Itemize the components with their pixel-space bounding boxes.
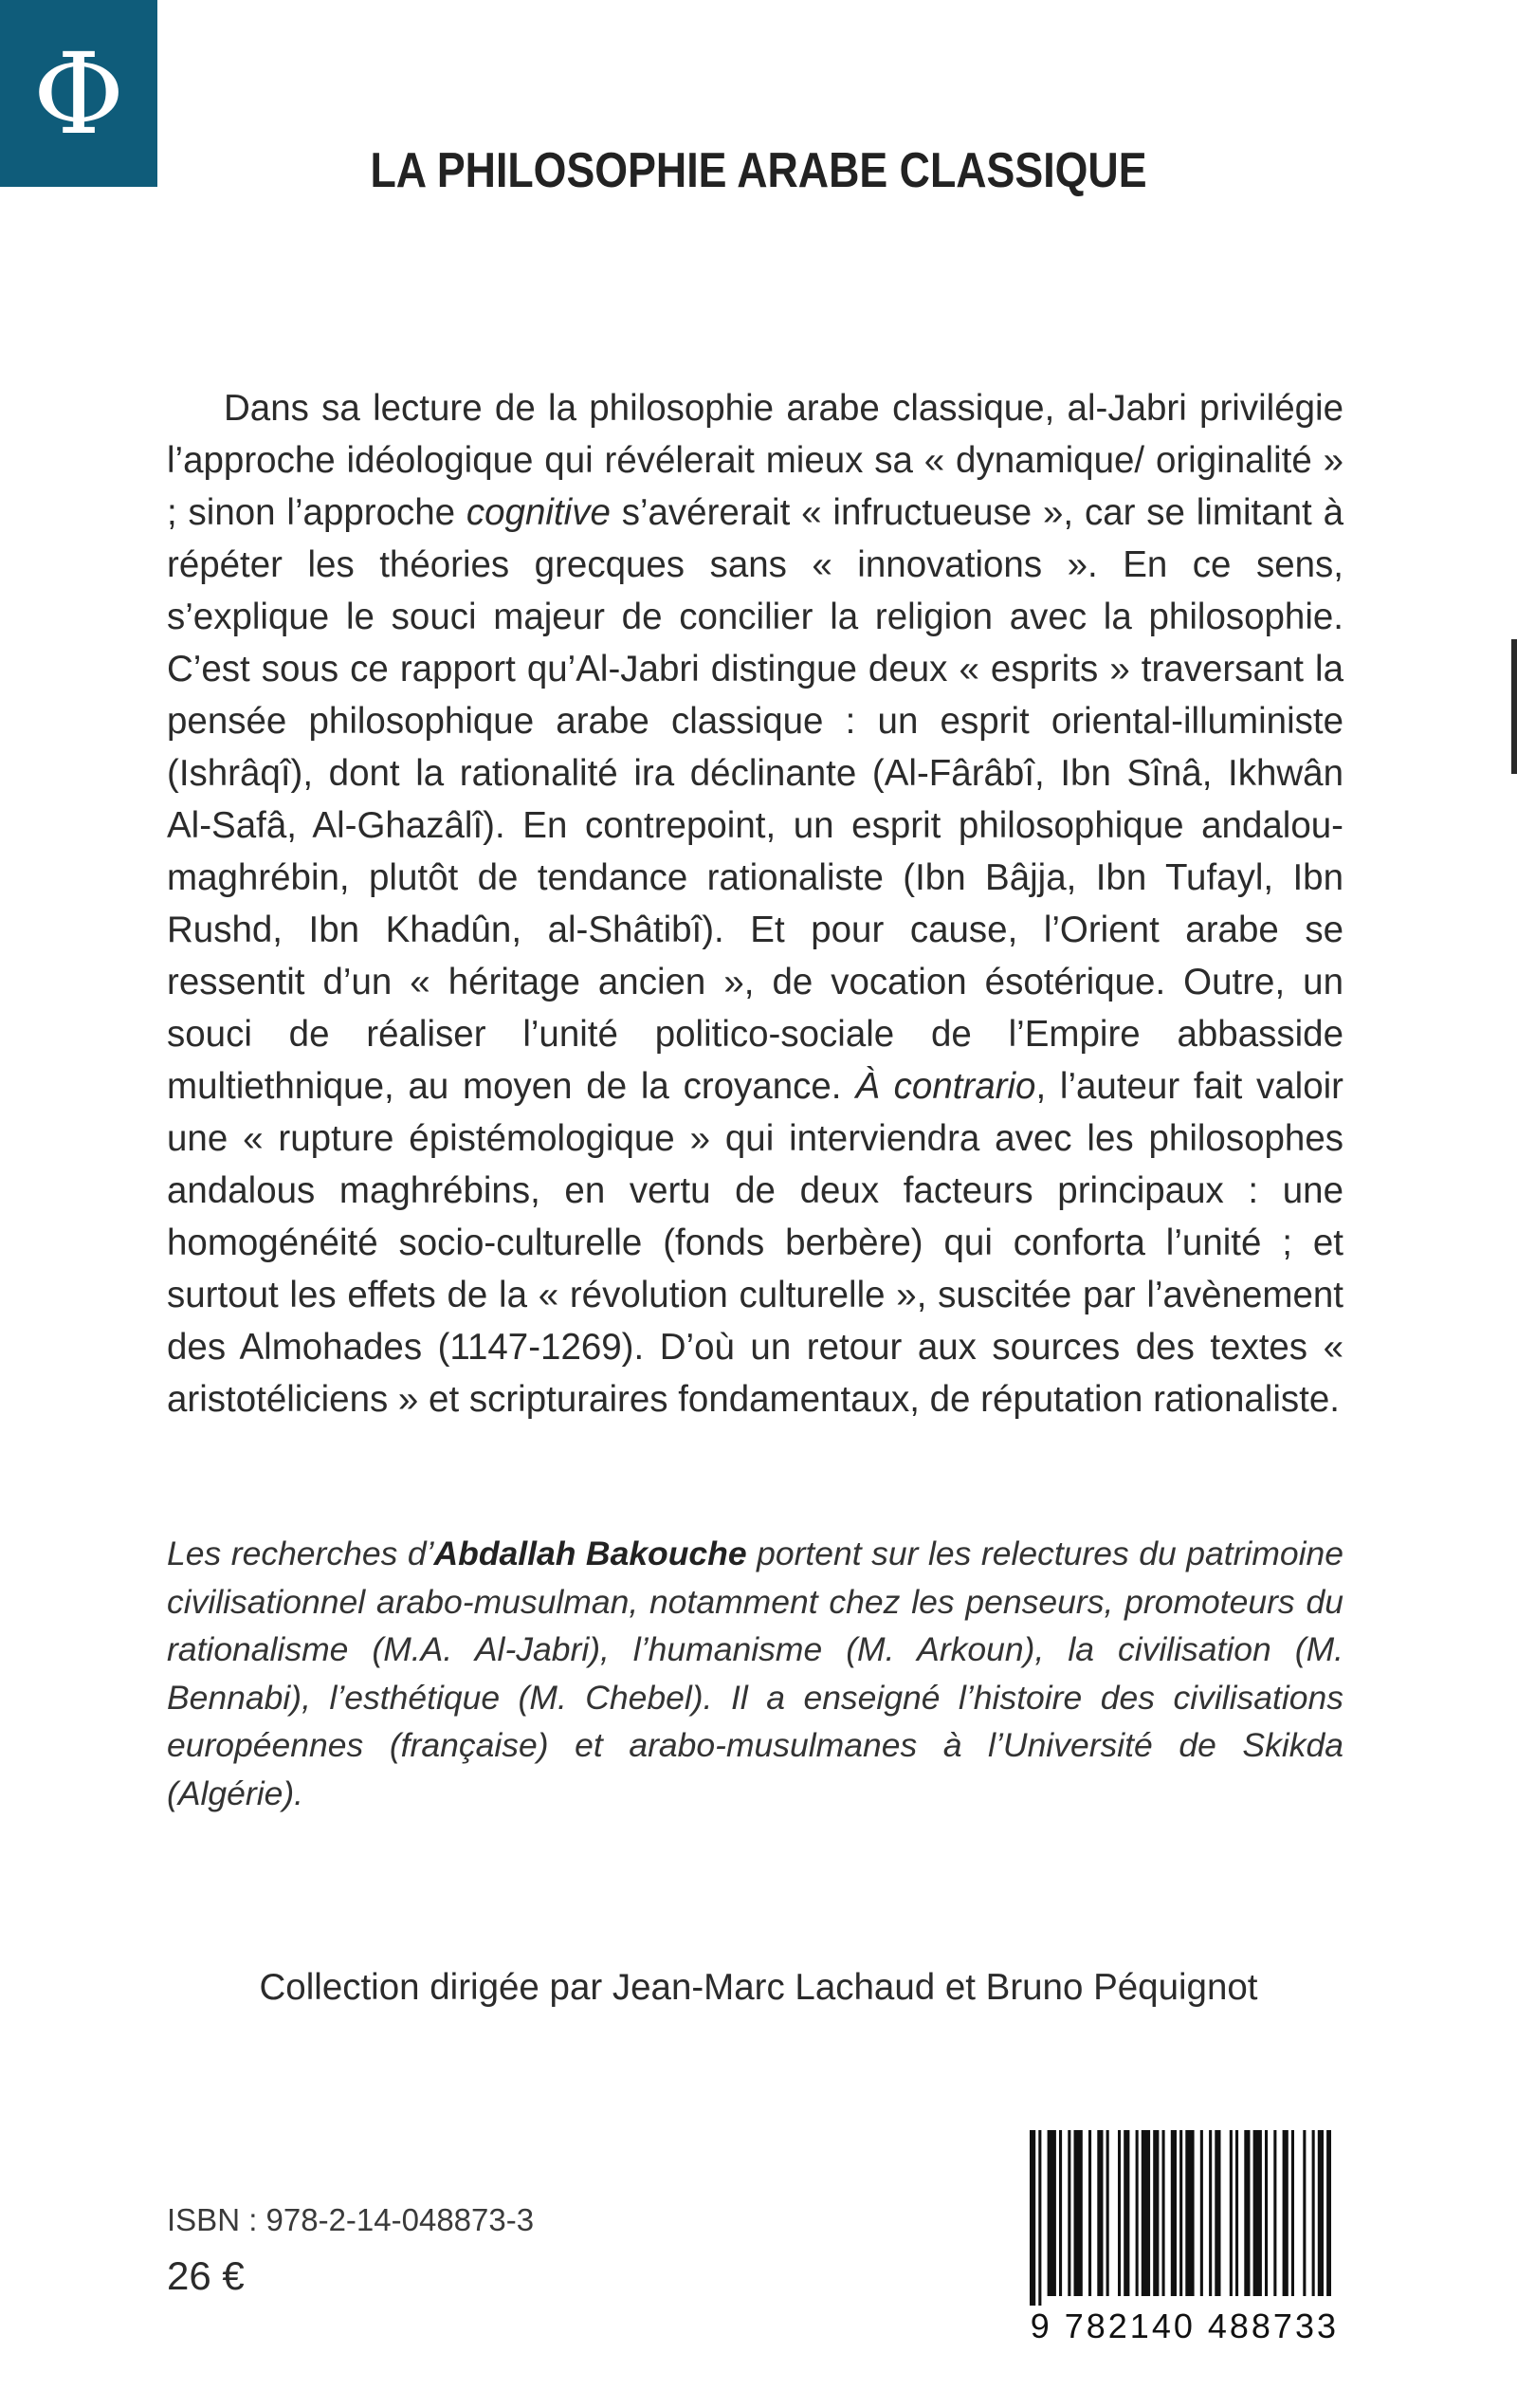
barcode-bar <box>1059 2130 1062 2296</box>
barcode-bar <box>1283 2130 1289 2296</box>
author-bio <box>167 1530 1343 1817</box>
book-title: LA PHILOSOPHIE ARABE CLASSIQUE <box>370 143 1147 198</box>
bio-after: portent sur les relectures du patrimoine civilisationnel arabo-musulman, notamment chez les penseurs, promoteurs du rationalisme (M.A. Al-Jabri), l’humanisme (M. Arkoun), la civilisation (M. Bennabi), l’esthétique (M. Chebel). Il a enseigné l’histoire des civilisations européennes (française) et arabo-musulmanes à l’Université de Skikda (Algérie). <box>167 1535 1344 1812</box>
price-label: 26 € <box>167 2253 245 2298</box>
summary-italic-2: À contrario <box>855 1066 1036 1107</box>
barcode-bar <box>1153 2130 1159 2296</box>
barcode-bar <box>1162 2130 1165 2296</box>
barcode-bar <box>1124 2130 1129 2296</box>
summary-part-2: s’avérerait « infructueuse », car se limitant à répéter les théories grecques sans « innovations ». En ce sens, s’explique le souci majeur de concilier la religion avec la philosophie. C’est sous ce rapport qu’Al-Jabri distingue deux « esprits » traversant la pensée philosophique arabe classique : un esprit oriental-illuministe (Ishrâqî), dont la rationalité ira déclinante (Al-Fârâbî, Ibn Sînâ, Ikhwân Al-Safâ, Al-Ghazâlî). En contrepoint, un esprit philosophique andalou-maghrébin, plutôt de tendance rationaliste (Ibn Bâjja, Ibn Tufayl, Ibn Rushd, Ibn Khadûn, al-Shâtibî). Et pour cause, l’Orient arabe se ressentit d’un « héritage ancien », de vocation ésotérique. Outre, un souci de réaliser l’unité politico-sociale de l’Empire abbasside multiethnique, au moyen de la croyance. <box>167 492 1343 1107</box>
barcode-bar <box>1265 2130 1268 2296</box>
barcode-bar <box>1074 2130 1083 2296</box>
edge-mark <box>1511 639 1517 774</box>
barcode-bar <box>1303 2130 1306 2296</box>
barcode-bar <box>1088 2130 1091 2296</box>
summary-part-1: Dans sa lecture de la philosophie arabe classique, al-Jabri privilégie l’approche idéologique qui révélerait mieux sa « dynamique/ originalité » ; sinon l’approche <box>167 388 1343 533</box>
barcode-bar <box>1185 2130 1194 2296</box>
barcode-bar <box>1244 2130 1250 2296</box>
isbn-label: ISBN : 978-2-14-048873-3 <box>167 2202 535 2237</box>
bio-before: Les recherches d’ <box>167 1535 434 1572</box>
phi-logo-icon: Φ <box>32 28 125 159</box>
barcode-bar <box>1291 2130 1294 2296</box>
barcode-digits: 9 782140 488733 <box>1030 2307 1339 2345</box>
barcode-bar <box>1209 2130 1212 2296</box>
barcode-bar <box>1030 2130 1035 2306</box>
barcode-bar <box>1215 2130 1220 2296</box>
barcode-bar <box>1048 2130 1056 2296</box>
barcode-bar <box>1326 2130 1331 2296</box>
barcode-bar <box>1318 2130 1324 2296</box>
barcode-bar <box>1200 2130 1203 2296</box>
barcode-bar <box>1118 2130 1121 2296</box>
barcode-bar <box>1253 2130 1262 2296</box>
author-name: Abdallah Bakouche <box>433 1535 747 1572</box>
summary-part-3: , l’auteur fait valoir une « rupture épistémologique » qui interviendra avec les philosophes andalous maghrébins, en vertu de deux facteurs principaux : une homogénéité socio-culturelle (fonds berbère) qui conforta l’unité ; et surtout les effets de la « révolution culturelle », suscitée par l’avènement des Almohades (1147-1269). D’où un retour aux sources des textes « aristotéliciens » et scripturaires fondamentaux, de réputation rationaliste. <box>167 1066 1344 1420</box>
barcode-bar <box>1068 2130 1070 2296</box>
collection-credit: Collection dirigée par Jean-Marc Lachaud et Bruno Péquignot <box>259 1967 1258 2008</box>
barcode-bars <box>1030 2130 1333 2306</box>
barcode-bar <box>1097 2130 1103 2296</box>
summary-italic-1: cognitive <box>466 492 611 533</box>
barcode-bar <box>1312 2130 1315 2296</box>
barcode-bar <box>1171 2130 1177 2296</box>
barcode-bar <box>1106 2130 1109 2296</box>
barcode-bar <box>1230 2130 1233 2296</box>
summary-text <box>167 382 1343 1425</box>
barcode-bar <box>1136 2130 1139 2296</box>
barcode-bar <box>1235 2130 1238 2296</box>
barcode-bar <box>1273 2130 1276 2296</box>
barcode-bar <box>1038 2130 1041 2306</box>
barcode-bar <box>1142 2130 1150 2296</box>
barcode-bar <box>1179 2130 1182 2296</box>
